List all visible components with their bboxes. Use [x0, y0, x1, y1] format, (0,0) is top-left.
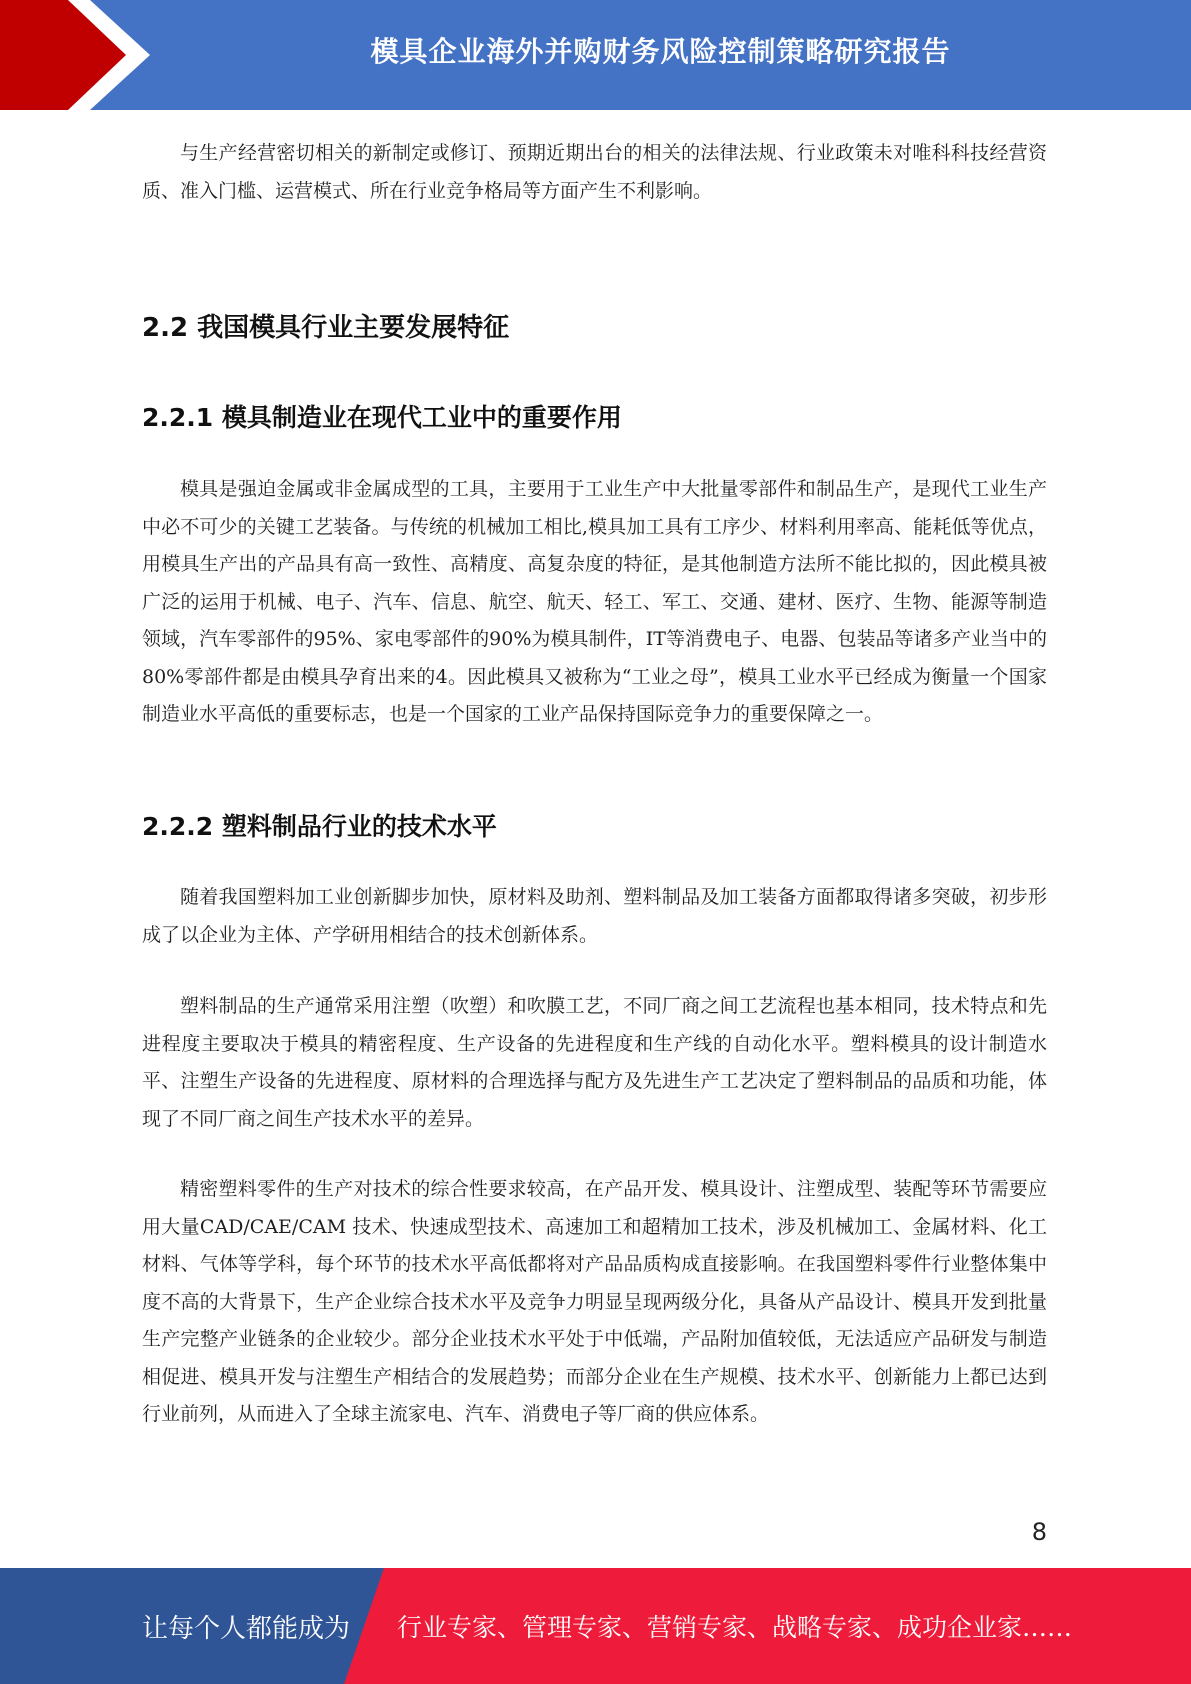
page-footer — [0, 1568, 1191, 1684]
footer-slogan-left: 让每个人都能成为 — [142, 1613, 351, 1644]
section-heading-2-2-1: 2.2.1 模具制造业在现代工业中的重要作用 — [142, 403, 622, 432]
document-title: 模具企业海外并购财务风险控制策略研究报告 — [370, 35, 951, 68]
paragraph-plastic-process: 塑料制品的生产通常采用注塑（吹塑）和吹膜工艺，不同厂商之间工艺流程也基本相同，技术特点和先进程度主要取决于模具的精密程度、生产设备的先进程度和生产线的自动化水平。塑料模具的设计制造水平、注塑生产设备的先进程度、原材料的合理选择与配方及先进生产工艺决定了塑料制品的品质和功能，体现了不同厂商之间生产技术水平的差异。 — [142, 995, 1047, 1130]
page-number: 8 — [1031, 1518, 1047, 1546]
footer-slogan-right: 行业专家、管理专家、营销专家、战略专家、成功企业家…… — [397, 1613, 1073, 1642]
paragraph-regulation: 与生产经营密切相关的新制定或修订、预期近期出台的相关的法律法规、行业政策未对唯科科技经营资质、准入门槛、运营模式、所在行业竞争格局等方面产生不利影响。 — [142, 142, 1047, 202]
section-heading-2-2: 2.2 我国模具行业主要发展特征 — [142, 313, 510, 343]
paragraph-mold-importance: 模具是强迫金属或非金属成型的工具，主要用于工业生产中大批量零部件和制品生产，是现代工业生产中必不可少的关键工艺装备。与传统的机械加工相比,模具加工具有工序少、材料利用率高、能耗低等优点，用模具生产出的产品具有高一致性、高精度、高复杂度的特征，是其他制造方法所不能比拟的，因此模具被广泛的运用于机械、电子、汽车、信息、航空、航天、轻工、军工、交通、建材、医疗、生物、能源等制造领域，汽车零部件的95%、家电零部件的90%为模具制件，IT等消费电子、电器、包装品等诸多产业当中的80%零部件都是由模具孕育出来的4。因此模具又被称为“工业之母”，模具工业水平已经成为衡量一个国家制造业水平高低的重要标志，也是一个国家的工业产品保持国际竞争力的重要保障之一。 — [142, 478, 1047, 725]
paragraph-plastic-innovation: 随着我国塑料加工业创新脚步加快，原材料及助剂、塑料制品及加工装备方面都取得诸多突破，初步形成了以企业为主体、产学研用相结合的技术创新体系。 — [142, 886, 1047, 946]
page-header — [0, 0, 1191, 110]
paragraph-precision-parts: 精密塑料零件的生产对技术的综合性要求较高，在产品开发、模具设计、注塑成型、装配等环节需要应用大量CAD/CAE/CAM 技术、快速成型技术、高速加工和超精加工技术，涉及机械加工、金属材料、化工材料、气体等学科，每个环节的技术水平高低都将对产品品质构成直接影响。在我国塑料零件行业整体集中度不高的大背景下，生产企业综合技术水平及竞争力明显呈现两级分化，具备从产品设计、模具开发到批量生产完整产业链条的企业较少。部分企业技术水平处于中低端，产品附加值较低，无法适应产品研发与制造相促进、模具开发与注塑生产相结合的发展趋势；而部分企业在生产规模、技术水平、创新能力上都已达到行业前列，从而进入了全球主流家电、汽车、消费电子等厂商的供应体系。 — [142, 1178, 1047, 1425]
section-heading-2-2-2: 2.2.2 塑料制品行业的技术水平 — [142, 812, 497, 841]
